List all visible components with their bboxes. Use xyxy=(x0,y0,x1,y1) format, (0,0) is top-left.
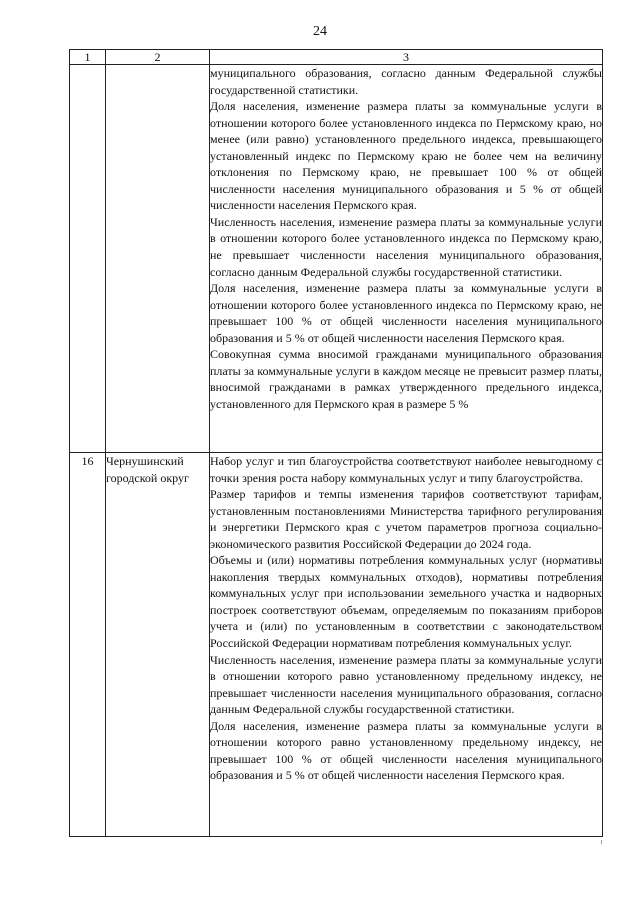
paragraph: Совокупная сумма вносимой гражданами муниципального образования платы за коммунальные услуги в каждом месяце не превысит размер платы, вносимой гражданами в рамках утвержденного предельного индекса, установленного для Пермского края в размере 5 % xyxy=(210,347,602,411)
table-row xyxy=(70,453,603,837)
document-table xyxy=(69,49,603,837)
margin-mark xyxy=(601,840,602,844)
table-row xyxy=(70,65,603,453)
description-cell xyxy=(210,65,603,453)
paragraph: Доля населения, изменение размера платы за коммунальные услуги в отношении которого более установленного индекса по Пермскому краю, но менее (или равно) установленного предельного индекса, превышающего установленный индекс по Пермскому краю не более чем на величину отклонения по Пермскому краю, не превышает 100 % от общей численности населения муниципального образования и 5 % от общей численности населения Пермского края. xyxy=(210,99,602,213)
paragraph: Доля населения, изменение размера платы за коммунальные услуги в отношении которого равно установленному предельному индексу, не превышает 100 % от общей численности населения муниципального образования и 5 % от общей численности населения Пермского края. xyxy=(210,718,602,783)
paragraph: муниципального образования, согласно данным Федеральной службы государственной статистики. xyxy=(210,66,602,97)
paragraph: Набор услуг и тип благоустройства соответствуют наиболее невыгодному с точки зрения роста набору коммунальных услуг и типу благоустройства. xyxy=(210,454,602,485)
paragraph: Объемы и (или) нормативы потребления коммунальных услуг (нормативы накопления твердых коммунальных отходов), нормативы потребления коммунальных услуг при использовании земельного участка и надворных построек соответствуют объемам, определяемым по показаниям приборов учета и (или) по установленным в соответствии с законодательством Российской Федерации нормативам потребления коммунальных услуг. xyxy=(210,553,602,651)
municipality-name: Чернушинский городской округ xyxy=(106,453,210,837)
paragraph: Доля населения, изменение размера платы за коммунальные услуги в отношении которого более установленного индекса по Пермскому краю, не превышает 100 % от общей численности населения муниципального образования и 5 % от общей численности населения Пермского края. xyxy=(210,281,602,345)
row-number: 16 xyxy=(70,453,106,837)
column-header-municipality: 2 xyxy=(106,50,210,65)
paragraph: Численность населения, изменение размера платы за коммунальные услуги в отношении которого равно установленному предельному индексу, не превышает численности населения муниципального образования, согласно данным Федеральной службы государственной статистики. xyxy=(210,652,602,717)
table-header-row xyxy=(70,50,603,65)
paragraph: Численность населения, изменение размера платы за коммунальные услуги в отношении которого более установленного индекса по Пермскому краю, не превышает численности населения муниципального образования, согласно данным Федеральной службы государственной статистики. xyxy=(210,214,602,279)
row-number xyxy=(70,65,106,453)
paragraph: Размер тарифов и темпы изменения тарифов соответствуют тарифам, установленным постановлениями Министерства тарифного регулирования и энергетики Пермского края с учетом параметров прогноза социально-экономического развития Российской Федерации до 2024 года. xyxy=(210,487,602,551)
description-cell xyxy=(210,453,603,837)
column-header-description: 3 xyxy=(210,50,603,65)
municipality-name xyxy=(106,65,210,453)
page-number: 24 xyxy=(313,24,327,39)
column-header-number: 1 xyxy=(70,50,106,65)
